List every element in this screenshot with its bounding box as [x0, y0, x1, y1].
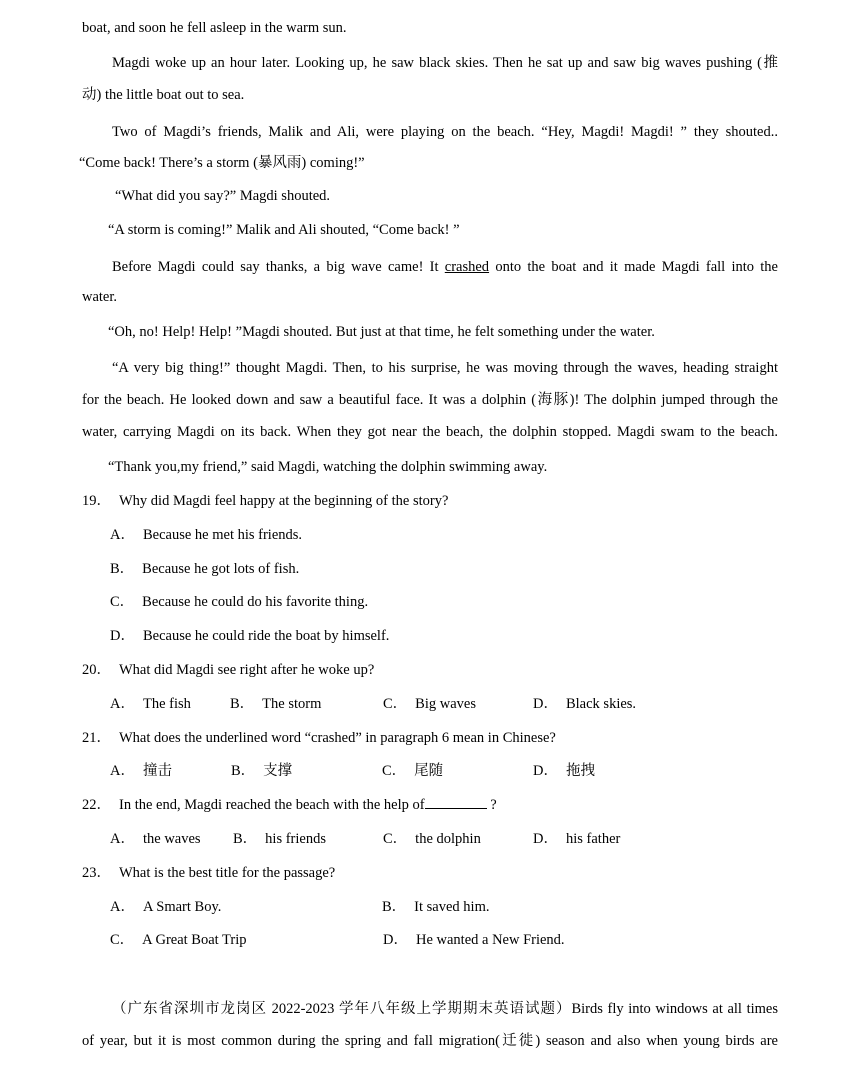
passage-line: boat, and soon he fell asleep in the warm sun.: [82, 20, 347, 36]
option-text: He wanted a New Friend.: [415, 932, 565, 948]
option-22-d[interactable]: [533, 829, 620, 849]
option-20-b[interactable]: [230, 694, 321, 714]
next-passage-line: [112, 999, 778, 1019]
option-19-b[interactable]: [110, 559, 299, 579]
option-text: The fish: [142, 696, 191, 712]
option-19-c[interactable]: [110, 592, 368, 612]
option-letter: A．: [110, 899, 135, 915]
option-19-d[interactable]: [110, 626, 389, 646]
option-22-b[interactable]: [233, 829, 326, 849]
question-23: [82, 863, 335, 883]
question-text: What did Magdi see right after he woke up?: [119, 662, 375, 678]
passage-line: “Come back! There’s a storm (暴风雨) coming!”: [79, 155, 365, 171]
passage-line: water, carrying Magdi on its back. When they got near the beach, the dolphin stopped. Magdi swam to the beach.: [82, 424, 778, 440]
passage-line: [112, 257, 778, 277]
option-20-c[interactable]: [383, 694, 476, 714]
passage-line: “A very big thing!” thought Magdi. Then, to his surprise, he was moving through the waves, heading straight: [112, 360, 778, 376]
option-letter: C．: [382, 763, 407, 779]
option-text: The storm: [262, 696, 322, 712]
question-number: 23．: [82, 865, 111, 881]
option-text: 撞击: [142, 763, 172, 779]
option-letter: D．: [533, 763, 558, 779]
question-text: ?: [486, 797, 497, 813]
option-20-d[interactable]: [533, 694, 636, 714]
passage-line: for the beach. He looked down and saw a beautiful face. It was a dolphin (海豚)! The dolphin jumped through the: [82, 392, 778, 408]
option-letter: C．: [110, 594, 135, 610]
passage-text: Before Magdi could say thanks, a big wave came! It: [112, 259, 445, 275]
option-text: A Great Boat Trip: [142, 932, 247, 948]
option-letter: C．: [110, 932, 135, 948]
option-letter: D．: [383, 932, 408, 948]
option-letter: A．: [110, 763, 135, 779]
passage-text: Birds fly into windows at all times: [571, 1001, 778, 1017]
option-text: 支撑: [263, 763, 293, 779]
option-23-b[interactable]: [382, 897, 489, 917]
option-letter: D．: [533, 696, 558, 712]
passage-line: Two of Magdi’s friends, Malik and Ali, were playing on the beach. “Hey, Magdi! Magdi! ” they shouted..: [112, 124, 778, 140]
option-21-b[interactable]: [231, 761, 292, 781]
option-letter: B．: [382, 899, 407, 915]
option-22-c[interactable]: [383, 829, 481, 849]
option-text: Because he could do his favorite thing.: [142, 594, 369, 610]
option-text: Black skies.: [565, 696, 637, 712]
option-text: the dolphin: [415, 831, 481, 847]
option-letter: B．: [230, 696, 255, 712]
question-text: Why did Magdi feel happy at the beginning of the story?: [119, 493, 449, 509]
option-letter: C．: [383, 831, 408, 847]
question-number: 19．: [82, 493, 111, 509]
answer-blank[interactable]: [425, 795, 487, 809]
question-22: [82, 795, 497, 815]
option-21-c[interactable]: [382, 761, 443, 781]
question-text: What is the best title for the passage?: [119, 865, 336, 881]
question-text: What does the underlined word “crashed” in paragraph 6 mean in Chinese?: [119, 730, 556, 746]
option-letter: C．: [383, 696, 408, 712]
question-19: [82, 491, 448, 511]
option-letter: D．: [110, 628, 135, 644]
passage-text: onto the boat and it made Magdi fall into the: [489, 259, 778, 275]
option-letter: A．: [110, 696, 135, 712]
passage-line: “What did you say?” Magdi shouted.: [115, 188, 331, 204]
passage-line: Magdi woke up an hour later. Looking up, he saw black skies. Then he sat up and saw big waves pushing (推: [112, 55, 778, 71]
option-letter: B．: [231, 763, 256, 779]
question-number: 22．: [82, 797, 111, 813]
question-21: [82, 728, 556, 748]
option-text: Because he met his friends.: [142, 527, 303, 543]
underlined-word: crashed: [444, 259, 490, 275]
passage-source: （广东省深圳市龙岗区 2022-2023 学年八年级上学期期末英语试题）: [112, 1001, 572, 1017]
option-23-d[interactable]: [383, 930, 565, 950]
next-passage-line: of year, but it is most common during the spring and fall migration(迁徙) season and also when young birds are: [82, 1033, 778, 1049]
option-22-a[interactable]: [110, 829, 201, 849]
question-text: In the end, Magdi reached the beach with the help of: [119, 797, 425, 813]
option-letter: A．: [110, 831, 135, 847]
option-20-a[interactable]: [110, 694, 191, 714]
option-text: Because he got lots of fish.: [142, 561, 300, 577]
passage-line: “A storm is coming!” Malik and Ali shouted, “Come back! ”: [108, 222, 460, 238]
question-number: 20．: [82, 662, 111, 678]
option-text: A Smart Boy.: [142, 899, 222, 915]
passage-line: “Thank you,my friend,” said Magdi, watching the dolphin swimming away.: [108, 459, 548, 475]
option-letter: B．: [233, 831, 258, 847]
question-20: [82, 660, 374, 680]
passage-line: water.: [82, 289, 118, 305]
question-number: 21．: [82, 730, 111, 746]
option-letter: B．: [110, 561, 135, 577]
option-text: his father: [565, 831, 621, 847]
option-text: Because he could ride the boat by himself.: [142, 628, 390, 644]
passage-line: “Oh, no! Help! Help! ”Magdi shouted. But just at that time, he felt something under the water.: [108, 324, 655, 340]
option-21-a[interactable]: [110, 761, 172, 781]
option-text: 拖拽: [565, 763, 595, 779]
option-23-a[interactable]: [110, 897, 221, 917]
option-19-a[interactable]: [110, 525, 302, 545]
passage-line: 动) the little boat out to sea.: [82, 87, 245, 103]
option-23-c[interactable]: [110, 930, 247, 950]
option-text: the waves: [142, 831, 201, 847]
option-text: It saved him.: [414, 899, 490, 915]
option-text: Big waves: [415, 696, 476, 712]
option-21-d[interactable]: [533, 761, 595, 781]
option-text: his friends: [265, 831, 326, 847]
option-text: 尾随: [414, 763, 444, 779]
option-letter: A．: [110, 527, 135, 543]
option-letter: D．: [533, 831, 558, 847]
